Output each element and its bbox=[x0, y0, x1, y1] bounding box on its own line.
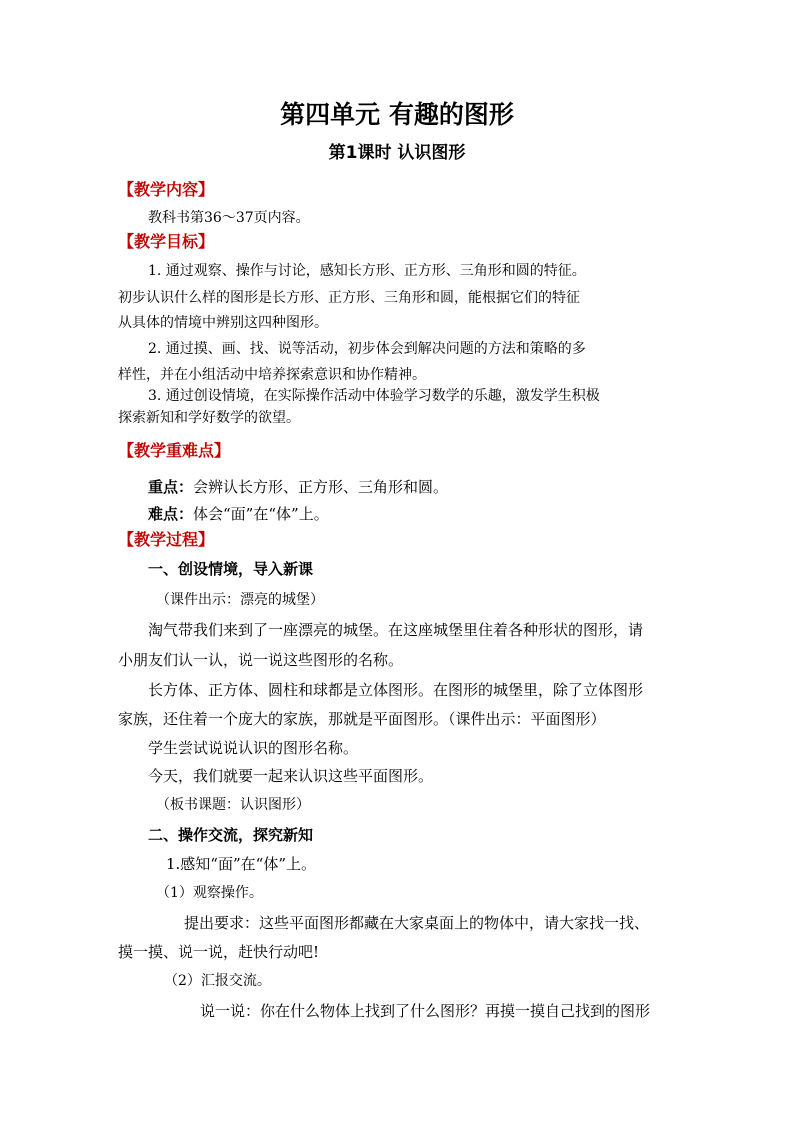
process-p4: 学生尝试说说认识的图形名称。 bbox=[148, 739, 359, 757]
process-step-1b-text-1: 说一说：你在什么物体上找到了什么图形？再摸一摸自己找到的图形 bbox=[200, 1002, 651, 1020]
goal-1-line-2: 初步认识什么样的图形是长方形、正方形、三角形和圆，能根据它们的特征 bbox=[118, 290, 580, 306]
process-p2-line-1: 淘气带我们来到了一座漂亮的城堡。在这座城堡里住着各种形状的图形，请 bbox=[148, 621, 644, 639]
process-p1: （课件出示：漂亮的城堡） bbox=[156, 592, 324, 608]
section-heading-content: 【教学内容】 bbox=[118, 180, 215, 199]
section-heading-process: 【教学过程】 bbox=[118, 530, 215, 549]
unit-title: 第四单元 有趣的图形 bbox=[280, 100, 514, 129]
process-step-1a: （1）观察操作。 bbox=[156, 885, 263, 901]
goal-1-line-1: 1. 通过观察、操作与讨论，感知长方形、正方形、三角形和圆的特征。 bbox=[148, 263, 586, 279]
process-p3-line-1: 长方体、正方体、圆柱和球都是立体图形。在图形的城堡里，除了立体图形 bbox=[148, 681, 644, 699]
difficulty-label: 难点： bbox=[148, 505, 194, 523]
content-text: 教科书第36～37页内容。 bbox=[148, 210, 310, 226]
process-heading-1: 一、创设情境，导入新课 bbox=[148, 560, 314, 578]
goal-3-line-2: 探索新知和学好数学的欲望。 bbox=[118, 410, 300, 426]
process-step-1a-text-2: 摸一摸、说一说，赶快行动吧! bbox=[118, 943, 320, 961]
process-p2-line-2: 小朋友们认一认，说一说这些图形的名称。 bbox=[118, 651, 404, 669]
key-point-text: 会辨认长方形、正方形、三角形和圆。 bbox=[193, 478, 449, 496]
process-step-1b: （2）汇报交流。 bbox=[164, 973, 271, 989]
section-heading-keypoints: 【教学重难点】 bbox=[118, 441, 231, 460]
key-point-line bbox=[148, 478, 448, 496]
process-p5: 今天，我们就要一起来认识这些平面图形。 bbox=[148, 767, 434, 785]
difficulty-line bbox=[148, 505, 329, 523]
process-p3-line-2: 家族，还住着一个庞大的家族，那就是平面图形。（课件出示：平面图形） bbox=[118, 710, 606, 728]
process-step-1a-text-1: 提出要求：这些平面图形都藏在大家桌面上的物体中，请大家找一找、 bbox=[184, 914, 650, 932]
process-step-1: 1.感知“面”在“体”上。 bbox=[166, 855, 316, 873]
goal-1-line-3: 从具体的情境中辨别这四种图形。 bbox=[118, 315, 328, 331]
difficulty-text: 体会“面”在“体”上。 bbox=[193, 505, 329, 523]
process-p6: （板书课题：认识图形） bbox=[156, 797, 310, 813]
goal-2-line-2: 样性，并在小组活动中培养探索意识和协作精神。 bbox=[118, 367, 426, 383]
goal-2-line-1: 2. 通过摸、画、找、说等活动，初步体会到解决问题的方法和策略的多 bbox=[148, 341, 586, 357]
process-heading-2: 二、操作交流，探究新知 bbox=[148, 826, 314, 844]
lesson-title: 第1课时 认识图形 bbox=[328, 143, 466, 163]
key-point-label: 重点： bbox=[148, 478, 194, 496]
section-heading-goals: 【教学目标】 bbox=[118, 232, 215, 251]
goal-3-line-1: 3. 通过创设情境，在实际操作活动中体验学习数学的乐趣，激发学生积极 bbox=[148, 388, 600, 404]
